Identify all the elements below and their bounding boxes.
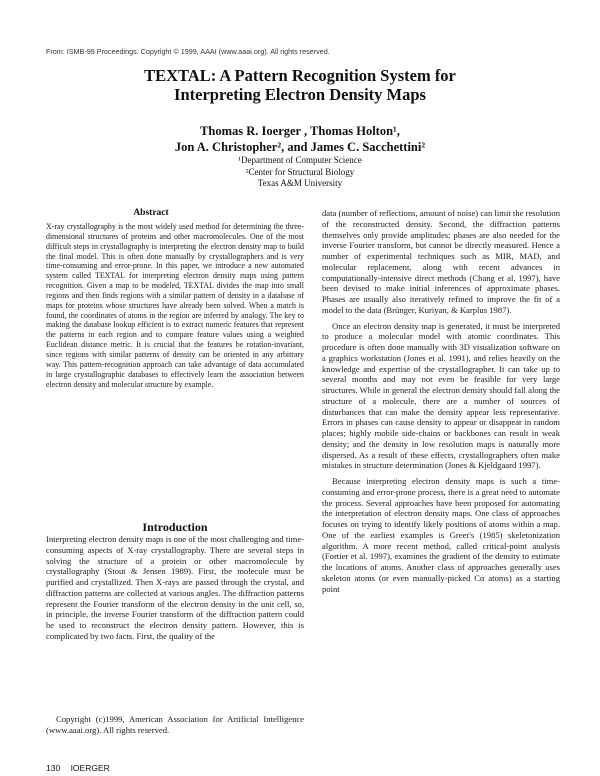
affiliation-dept-1: ¹Department of Computer Science (238, 155, 362, 165)
abstract-heading: Abstract (133, 208, 169, 218)
author-list (0, 123, 600, 155)
authors-line-2: Jon A. Christopher², and James C. Sacchettini² (174, 140, 426, 154)
abstract-text: X-ray crystallography is the most widely used method for determining the three-dimensional structures of proteins and other macromolecules. One of the most difficult steps in crystallography is interpreting the electron density map to build the final model. This is often done manually by crystallographers and is very time-consuming and error-prone. In this paper, we introduce a new automated system called TEXTAL for interpreting electron density maps using pattern recognition. Given a map to be modeled, TEXTAL divides the map into small regions and then finds regions with a similar pattern of density in a database of maps for proteins whose structures have already been solved. When a match is found, the coordinates of atoms in the region are inferred by analogy. The key to making the database lookup efficient is to extract numeric features that represent the patterns in each region and to compare feature values using a weighted Euclidean distance metric. It is crucial that the features be rotation-invariant, since regions with similar patterns of density can be oriented in any arbitrary way. This pattern-recognition approach can take advantage of data accumulated in large crystallographic databases to effectively learn the association between electron density and molecular structure by example. (46, 222, 304, 389)
introduction-heading: Introduction (142, 520, 208, 534)
page-number: 130 (46, 763, 61, 773)
affiliation-university: Texas A&M University (257, 178, 343, 188)
abstract-body (46, 222, 304, 389)
affiliations (0, 155, 600, 190)
copyright-text: Copyright (c)1999, American Association for Artificial Intelligence (www.aaai.org). All rights reserved. (46, 714, 304, 735)
right-column (322, 208, 560, 594)
title-line-1: TEXTAL: A Pattern Recognition System for (144, 66, 456, 85)
running-head: IOERGER (70, 763, 110, 773)
page-footer (46, 763, 118, 773)
authors-line-1: Thomas R. Ioerger , Thomas Holton¹, (200, 124, 400, 138)
copyright-note (46, 714, 304, 736)
right-paragraph-2: Once an electron density map is generated, it must be interpreted to produce a molecular model with atomic coordinates. This procedure is often done manually with 3D visualization software on a graphics workstation (Jones et al. 1991), and relies heavily on the knowledge and expertise of the crystallographer. It can take up to several months and may not even be feasible for very large structures. While in general the electron density should fall along the structure of a molecule, there are a number of sources of disturbances that can make the density appear less representative. Errors in phases can cause density to appear or disappear in random places; highly mobile side-chains or backbones can result in weak density; and the density in low resolution maps is naturally more dispersed. As a result of these effects, crystallographers often make mistakes in structure determination (Jones & Kjeldgaard 1997). (322, 320, 560, 471)
affiliation-dept-2: ²Center for Structural Biology (245, 166, 355, 177)
introduction-text: Interpreting electron density maps is one of the most challenging and time-consuming aspects of X-ray crystallography. There are several steps in solving the structure of a protein or other macromolecule by crystallography (Stout & Jensen 1989). First, the molecule must be purified and crystallized. Then X-rays are passed through the crystal, and diffraction patterns are collected at various angles. The diffraction patterns represent the Fourier transform of the electron density in the unit cell, so, in principle, the inverse Fourier transform of the diffraction pattern could be used to reconstruct the electron density pattern. However, this is complicated by two facts. First, the quality of the (46, 534, 304, 641)
paper-title (0, 66, 600, 104)
right-paragraph-1: data (number of reflections, amount of noise) can limit the resolution of the reconstructed density. Second, the diffraction patterns themselves only provide amplitudes; phases are also needed for the inverse Fourier transform, but cannot be directly measured. Hence a number of experimental techniques such as MIR, MAD, and molecular replacement, along with recent advances in computationally-intensive direct methods (Chang et al. 1997), have been devised to make initial inferences of approximate phases. Phases are usually also iteratively refined to improve the fit of a model to the data (Brünger, Kuriyan, & Karplus 1987). (322, 208, 560, 315)
right-paragraph-3: Because interpreting electron density maps is such a time-consuming and error-prone process, there is a great need to automate the process. Several approaches have been proposed for automating the interpretation of electron density maps. One class of approaches focuses on trying to identify likely positions of atoms within a map. One of the earliest examples is Greer's (1985) skeletonization algorithm. A more recent method, called critical-point analysis (Fortier et al. 1997), examines the gradient of the density to estimate the locations of atoms. Another class of approaches generally uses skeleton atoms (or even manually-picked Cα atoms) as a starting point (322, 476, 560, 594)
source-line: From: ISMB-99 Proceedings. Copyright © 1999, AAAI (www.aaai.org). All rights reserved. (46, 47, 330, 56)
title-line-2: Interpreting Electron Density Maps (174, 85, 426, 104)
introduction-body (46, 534, 304, 642)
